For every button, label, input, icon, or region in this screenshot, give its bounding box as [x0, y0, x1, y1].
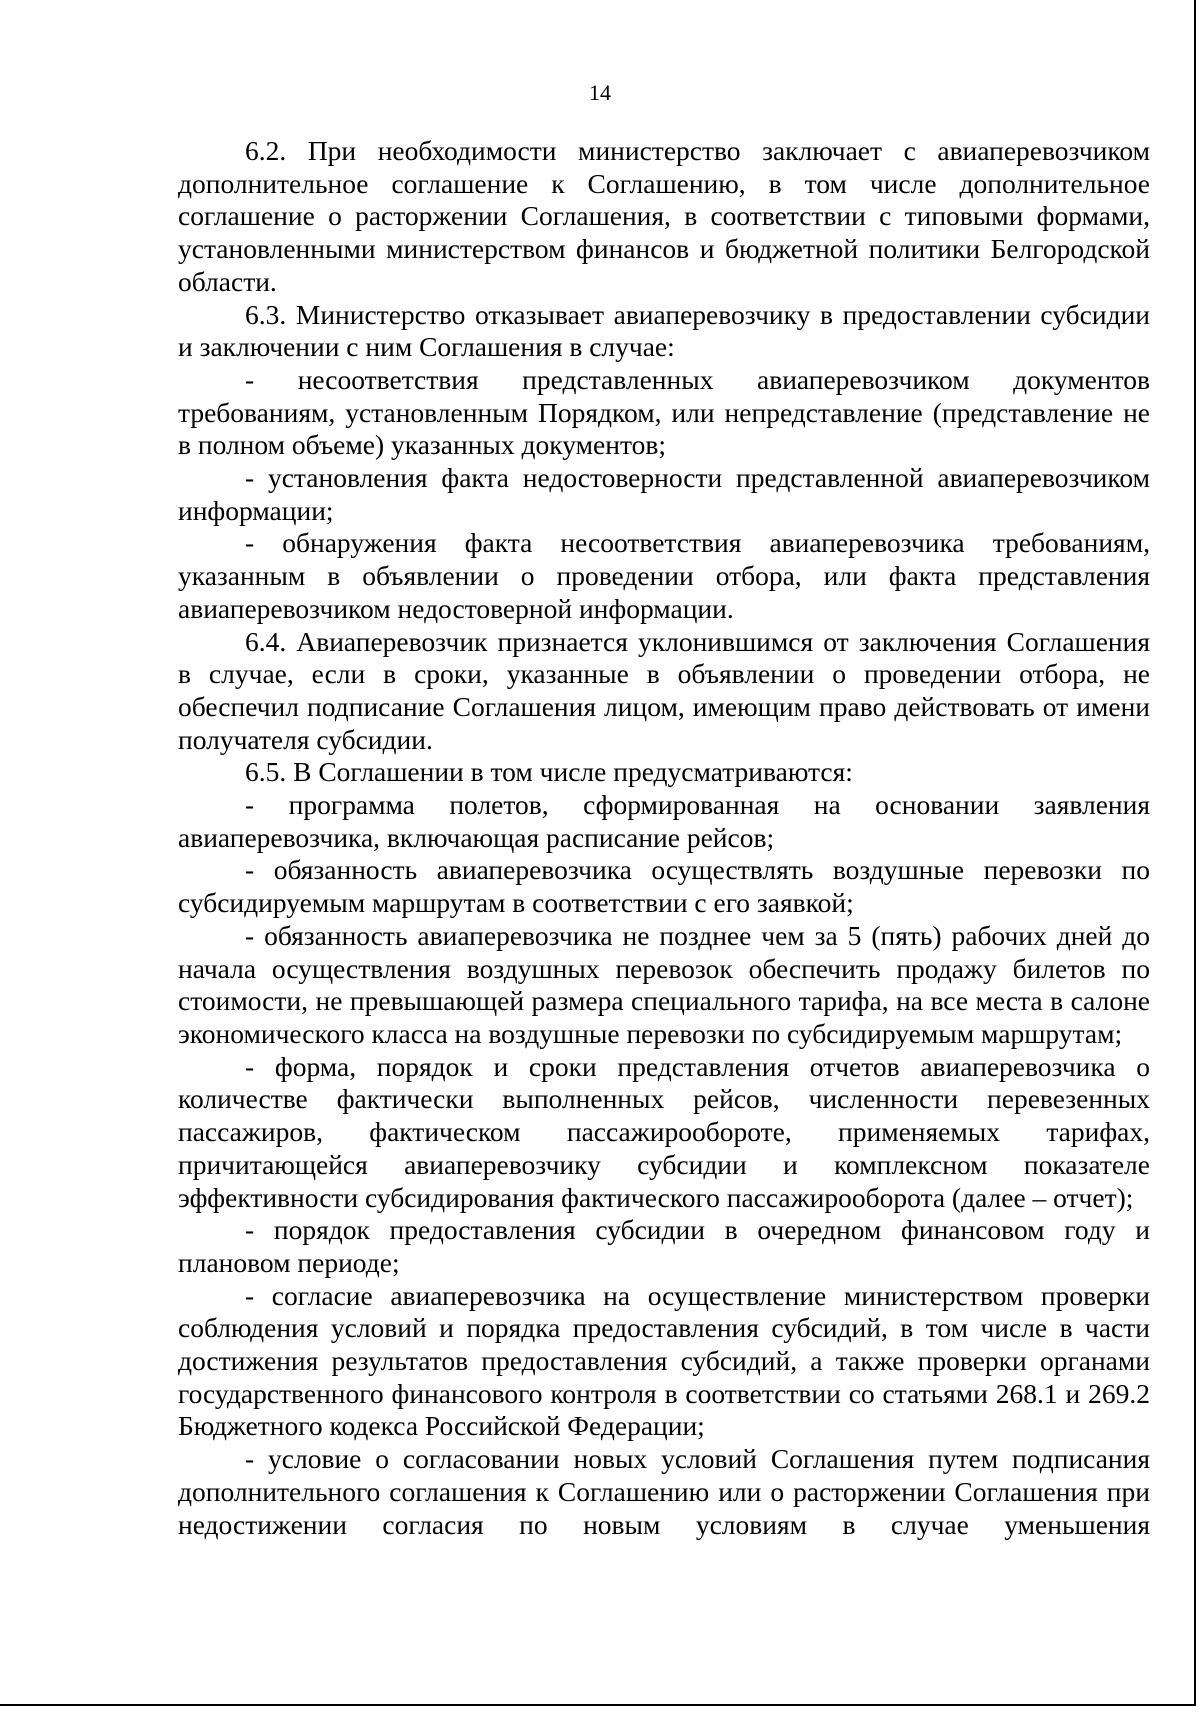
page-number: 14: [589, 80, 611, 105]
list-item: - порядок предоставления субсидии в очередном финансовом году и плановом периоде;: [178, 1214, 1150, 1278]
list-item: - форма, порядок и сроки представления отчетов авиаперевозчика о количестве фактически выполненных рейсов, численности перевезенных пассажиров, фактическом пассажирообороте, применяемых тарифах, причитающейся авиаперевозчику субсидии и комплексном показателе эффективности субсидирования фактического пассажирооборота (далее – отчет);: [178, 1050, 1150, 1213]
list-item: - несоответствия представленных авиаперевозчиком документов требованиям, установленным Порядком, или непредставление (представление не в полном объеме) указанных документов;: [178, 363, 1150, 461]
list-item: - согласие авиаперевозчика на осуществление министерством проверки соблюдения условий и порядка предоставления субсидий, в том числе в части достижения результатов предоставления субсидий, а также проверки органами государственного финансового контроля в соответствии со статьями 268.1 и 269.2 Бюджетного кодекса Российской Федерации;: [178, 1279, 1150, 1442]
list-item: - программа полетов, сформированная на основании заявления авиаперевозчика, включающая расписание рейсов;: [178, 789, 1150, 853]
list-item: - обязанность авиаперевозчика не позднее чем за 5 (пять) рабочих дней до начала осуществления воздушных перевозок обеспечить продажу билетов по стоимости, не превышающей размера специального тарифа, на все места в салоне экономического класса на воздушные перевозки по субсидируемым маршрутам;: [178, 919, 1150, 1049]
list-item: - обязанность авиаперевозчика осуществлять воздушные перевозки по субсидируемым маршрутам в соответствии с его заявкой;: [178, 854, 1150, 919]
document-body: [178, 135, 1150, 1541]
list-item: - условие о согласовании новых условий Соглашения путем подписания дополнительного соглашения к Соглашению или о расторжении Соглашения при недостижении согласия по новым условиям в случае уменьшения: [178, 1443, 1150, 1540]
list-item: - обнаружения факта несоответствия авиаперевозчика требованиям, указанным в объявлении о проведении отбора, или факта представления авиаперевозчиком недостоверной информации.: [178, 527, 1150, 624]
paragraph-6-2: 6.2. При необходимости министерство заключает с авиаперевозчиком дополнительное соглашение к Соглашению, в том числе дополнительное соглашение о расторжении Соглашения, в соответствии с типовыми формами, установленными министерством финансов и бюджетной политики Белгородской области.: [178, 135, 1150, 297]
paragraph-6-5: 6.5. В Соглашении в том числе предусматриваются:: [245, 756, 853, 788]
paragraph-6-4: 6.4. Авиаперевозчик признается уклонившимся от заключения Соглашения в случае, если в сроки, указанные в объявлении о проведении отбора, не обеспечил подписание Соглашения лицом, имеющим право действовать от имени получателя субсидии.: [178, 625, 1150, 755]
list-item: - установления факта недостоверности представленной авиаперевозчиком информации;: [178, 462, 1150, 526]
paragraph-6-3: 6.3. Министерство отказывает авиаперевозчику в предоставлении субсидии и заключении с ним Соглашения в случае:: [178, 298, 1150, 363]
